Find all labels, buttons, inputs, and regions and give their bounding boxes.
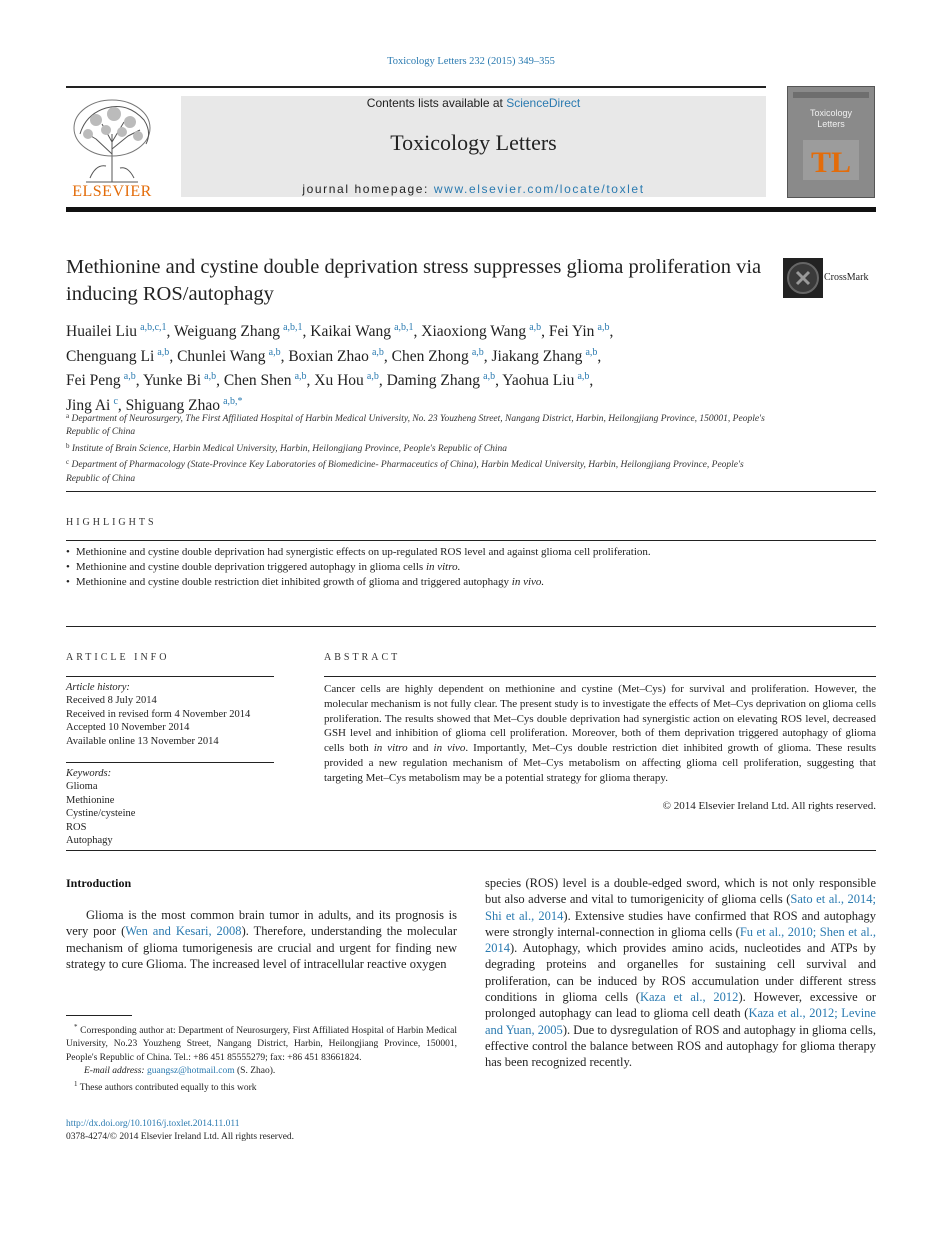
history-entry: Received in revised form 4 November 2014: [66, 708, 251, 720]
crossmark-badge[interactable]: [783, 258, 878, 298]
highlight-item: • Methionine and cystine double restriction diet inhibited growth of glioma and triggered autophagy in vivo.: [66, 575, 876, 590]
author-affiliation-marks[interactable]: a,b: [577, 371, 590, 382]
author-name[interactable]: Chen Zhong: [391, 347, 469, 365]
homepage-prefix: journal homepage:: [302, 182, 434, 196]
keywords-label: Keywords:: [66, 768, 112, 780]
divider: [66, 762, 274, 763]
author-affiliation-marks[interactable]: a,b: [294, 371, 307, 382]
journal-cover-thumbnail: [787, 86, 875, 198]
crossmark-icon: [783, 258, 823, 298]
citation-link[interactable]: Kaza et al., 2012: [639, 990, 739, 1005]
abstract-heading: ABSTRACT: [324, 652, 401, 663]
cover-title-line1: Toxicology: [809, 108, 853, 118]
author-affiliation-marks[interactable]: a,b,1: [394, 322, 414, 333]
masthead-top-rule: [66, 86, 766, 88]
author-name[interactable]: Chen Shen: [223, 372, 292, 389]
citation-link[interactable]: Sato et al., 2014; Shi et al., 2014: [485, 892, 876, 923]
author-name[interactable]: Jiakang Zhang: [491, 347, 583, 365]
journal-title: Toxicology Letters: [390, 130, 557, 155]
author-affiliation-marks[interactable]: a,b,c,1: [140, 322, 167, 333]
divider: [324, 676, 876, 677]
corresponding-author-note: * Corresponding author at: Department of Neurosurgery, First Affiliated Hospital of Harbin Medical University, No.23 Youzheng Street, Nangang District, Harbin, Heilongjiang Province, 150001, People's Republic of China. Tel.: +86 451 85555279; fax: +86 451 83661824.: [66, 1023, 458, 1063]
elsevier-wordmark: ELSEVIER: [72, 183, 152, 200]
introduction-column-right: species (ROS) level is a double-edged sword, which is not only responsible but also adverse and vital to tumorigenicity of glioma cells (Sato et al., 2014; Shi et al., 2014). Extensive studies have confirmed that ROS and autophagy were strongly internal-connection in glioma cells (Fu et al., 2010; Shen et al., 2014). Autophagy, which provides amino acids, nucleotides and ATPs by degrading proteins and organelles for sustaining cell survival and proliferation, can be induced by ROS accumulation under different stress conditions in glioma cells (Kaza et al., 2012). However, excessive or prolonged autophagy can lead to glioma cell death (Kaza et al., 2012; Levine and Yuan, 2005). Due to dysregulation of ROS and autophagy in glioma cells, effective control the balance between ROS and autophagy for glioma therapy has been recognized recently.: [485, 876, 876, 1070]
highlight-item: • Methionine and cystine double deprivation triggered autophagy in glioma cells in vitro.: [66, 560, 876, 575]
author-affiliation-marks[interactable]: a,b: [585, 346, 598, 358]
article-info-column: [66, 676, 274, 847]
affiliations: [66, 410, 766, 486]
journal-homepage-link[interactable]: www.elsevier.com/locate/toxlet: [433, 182, 645, 196]
footnotes: [66, 1021, 457, 1096]
equal-contribution-note: $^1$ These authors contributed equally to this work: [74, 1080, 257, 1094]
keywords: [66, 780, 274, 847]
author-name[interactable]: Jing Ai: [66, 396, 111, 414]
email-note: E-mail address: guangsz@hotmail.com (S. Zhao).: [84, 1066, 276, 1077]
citation-link[interactable]: Fu et al., 2010; Shen et al., 2014: [485, 924, 876, 956]
keyword: Cystine/cysteine: [66, 808, 136, 820]
author-affiliation-marks[interactable]: a,b: [204, 371, 217, 382]
contents-prefix: Contents lists available at: [366, 96, 507, 110]
article-info-heading: ARTICLE INFO: [66, 652, 170, 663]
keyword: Autophagy: [66, 835, 113, 847]
history-entry: Available online 13 November 2014: [66, 735, 219, 747]
highlights-list: [66, 545, 876, 590]
author-name[interactable]: Fei Yin: [548, 323, 595, 340]
author-name[interactable]: Chenguang Li: [66, 347, 155, 365]
author-affiliation-marks[interactable]: a,b: [157, 346, 170, 358]
journal-homepage-line: [181, 182, 766, 196]
article-history: [66, 694, 274, 748]
author-name[interactable]: Boxian Zhao: [288, 347, 369, 365]
divider: [66, 626, 876, 627]
cover-monogram: TL: [810, 146, 852, 179]
author-name[interactable]: Yaohua Liu: [502, 372, 575, 389]
author-affiliation-marks[interactable]: a,b: [529, 322, 542, 333]
footnote-rule: [66, 1015, 132, 1016]
divider: [66, 491, 876, 492]
history-entry: Received 8 July 2014: [66, 695, 157, 707]
divider: [66, 676, 274, 677]
author-affiliation-marks[interactable]: a,b: [597, 322, 610, 333]
highlight-item: • Methionine and cystine double deprivation had synergistic effects on up-regulated ROS level and against glioma cell proliferation.: [66, 545, 876, 560]
author-affiliation-marks[interactable]: c: [113, 395, 118, 407]
author-affiliation-marks[interactable]: a,b: [366, 371, 379, 382]
journal-reference[interactable]: Toxicology Letters 232 (2015) 349–355: [387, 56, 555, 67]
author-name[interactable]: Weiguang Zhang: [174, 323, 280, 340]
author-name[interactable]: Xu Hou: [314, 372, 364, 389]
author-name[interactable]: Shiguang Zhao: [125, 396, 220, 414]
author-affiliation-marks[interactable]: a,b: [123, 371, 136, 382]
masthead-bottom-rule: [66, 207, 876, 212]
author-affiliation-marks[interactable]: a,b,*: [223, 395, 243, 407]
citation-link[interactable]: Kaza et al., 2012; Levine and Yuan, 2005: [485, 1006, 876, 1037]
doi-link[interactable]: http://dx.doi.org/10.1016/j.toxlet.2014.11.011: [66, 1119, 240, 1129]
contents-available-line: [181, 96, 766, 110]
history-entry: Accepted 10 November 2014: [66, 722, 190, 734]
keyword: ROS: [66, 821, 87, 833]
introduction-heading: Introduction: [66, 876, 132, 890]
author-name[interactable]: Yunke Bi: [142, 372, 202, 389]
cover-title-line2: Letters: [817, 119, 845, 129]
doi-block: [66, 1118, 486, 1145]
affiliation: $^c$ Department of Pharmacology (State-Province Key Laboratories of Biomedicine- Pharmaceutics of China), Harbin Medical University, Harbin, Heilongjiang Province, People's Republic of China: [66, 458, 744, 484]
article-title: Methionine and cystine double deprivation stress suppresses glioma proliferation via inducing ROS/autophagy: [66, 256, 762, 305]
affiliation: $^a$ Department of Neurosurgery, The First Affiliated Hospital of Harbin Medical University, No. 23 Youzheng Street, Nangang District, Harbin, Heilongjiang Province, 150001, People's Republic of China: [66, 412, 765, 438]
abstract-text: Cancer cells are highly dependent on methionine and cystine (Met–Cys) for survival and proliferation. However, the molecular mechanism is not fully clear. The present study is to investigate the effects of Met–Cys deprivation on glioma cells proliferation. The results showed that Met–Cys double deprivation had synergistic action on elevating ROS level, decreased GSH level and inhibition of glioma cell proliferation. Moreover, both of them deprivation triggered autophagy of glioma cells both in vitro and in vivo. Importantly, Met–Cys double restriction diet inhibited growth of glioma. These results provided a new regulation mechanism of Met–Cys metabolism on affecting glioma cell proliferation, suggesting that targeting Met–Cys metabolism may be a potential strategy for glioma therapy.: [324, 683, 876, 784]
author-name[interactable]: Kaikai Wang: [310, 323, 391, 340]
article-history-label: Article history:: [66, 682, 130, 693]
citation-link[interactable]: Wen and Kesari, 2008: [125, 924, 242, 939]
author-name[interactable]: Fei Peng: [66, 372, 121, 389]
issn-line: 0378-4274/© 2014 Elsevier Ireland Ltd. All rights reserved.: [66, 1132, 295, 1143]
author-name[interactable]: Huailei Liu: [66, 323, 138, 340]
email-link[interactable]: guangsz@hotmail.com: [146, 1066, 235, 1077]
author-list: Huailei Liu $^{a,b,c,1}$, Weiguang Zhang $^{a,b,1}$, Kaikai Wang $^{a,b,1}$, Xiaoxiong Wang $^{a,b}$, Fei Yin $^{a,b}$, Chenguang Li $^{a,b}$, Chunlei Wang $^{a,b}$, Boxian Zhao $^{a,b}$, Chen Zhong $^{a,b}$, Jiakang Zhang $^{a,b}$, Fei Peng $^{a,b}$, Yunke Bi $^{a,b}$, Chen Shen $^{a,b}$, Xu Hou $^{a,b}$, Daming Zhang $^{a,b}$, Yaohua Liu $^{a,b}$, Jing Ai $^c$, Shiguang Zhao $^{a,b,*}$: [66, 322, 614, 414]
author-affiliation-marks[interactable]: a,b: [268, 346, 281, 358]
author-affiliation-marks[interactable]: a,b: [371, 346, 384, 358]
author-affiliation-marks[interactable]: a,b: [483, 371, 496, 382]
divider: [66, 540, 876, 541]
divider: [66, 850, 876, 851]
author-name[interactable]: Xiaoxiong Wang: [421, 323, 527, 340]
affiliation: $^b$ Institute of Brain Science, Harbin Medical University, Harbin, Heilongjiang Province, People's Republic of China: [66, 441, 508, 454]
author-affiliation-marks[interactable]: a,b: [471, 346, 484, 358]
sciencedirect-link[interactable]: ScienceDirect: [506, 96, 581, 110]
abstract-copyright: © 2014 Elsevier Ireland Ltd. All rights reserved.: [662, 800, 876, 812]
author-affiliation-marks[interactable]: a,b,1: [283, 322, 303, 333]
author-name[interactable]: Daming Zhang: [386, 372, 481, 389]
keyword: Glioma: [66, 781, 98, 793]
author-name[interactable]: Chunlei Wang: [177, 347, 266, 365]
crossmark-label: CrossMark: [824, 272, 869, 283]
highlights-heading: HIGHLIGHTS: [66, 517, 157, 528]
introduction-column-left: Glioma is the most common brain tumor in adults, and its prognosis is very poor (Wen and Kesari, 2008). Therefore, understanding the molecular mechanism of glioma tumorigenesis are crucial and urgent for finding new strategy to cure Glioma. The increased level of intracellular reactive oxygen: [66, 908, 457, 971]
keyword: Methionine: [66, 794, 115, 806]
